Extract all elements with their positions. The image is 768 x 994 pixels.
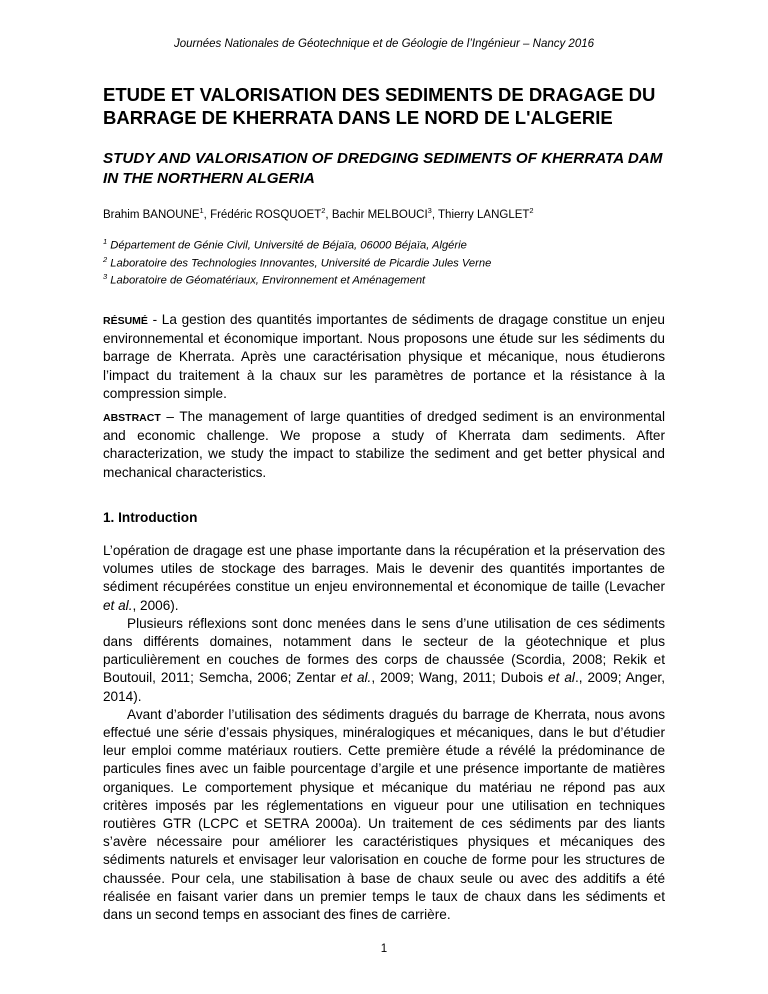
intro-text: Plusieurs réflexions sont donc menées dans le sens d’une utilisation de ces sédiments dans différents domaines, notamment dans le secteur de la géotechnique et plus particulièrement en couches de formes des corps de chaussée (Scordia, 2008; Rekik et Boutouil, 2011; Semcha, 2006; Zentar — [103, 615, 665, 686]
intro-text: ., 2009; Anger, 2014). — [103, 670, 665, 704]
intro-paragraph-1 — [103, 542, 665, 615]
author-name: Thierry LANGLET — [438, 208, 530, 221]
abstract-label: ABSTRACT — [103, 412, 161, 424]
intro-text: , 2006). — [132, 597, 179, 613]
author-affiliation-mark: 3 — [427, 206, 432, 215]
author-name: Bachir MELBOUCI — [331, 208, 428, 221]
intro-etal: et al. — [103, 597, 133, 613]
intro-etal: et al — [548, 670, 575, 686]
affiliation-text: Laboratoire de Géomatériaux, Environnement et Aménagement — [110, 275, 426, 288]
intro-etal: et al. — [340, 670, 372, 686]
author — [438, 206, 534, 221]
affiliation-list — [103, 235, 491, 288]
affiliation — [103, 253, 491, 271]
paper-title-line-1: ETUDE ET VALORISATION DES SEDIMENTS DE DRAGAGE DU — [103, 84, 656, 105]
abstract-text: – The management of large quantities of dredged sediment is an environmental and economic challenge. We propose a study of Kherrata dam sediments. After characterization, we study the impact to stabilize the sediment and get better physical and mechanical characteristics. — [103, 409, 665, 480]
author-name: Frédéric ROSQUOET — [210, 208, 322, 221]
paper-title-line-2: BARRAGE DE KHERRATA DANS LE NORD DE L'ALGERIE — [103, 107, 613, 128]
page-number: 1 — [380, 943, 388, 955]
section-heading-introduction: 1. Introduction — [103, 510, 198, 525]
introduction-body — [103, 542, 665, 924]
intro-text: , 2009; Wang, 2011; Dubois — [371, 670, 549, 686]
paper-subtitle-line-1: STUDY AND VALORISATION OF DREDGING SEDIMENTS OF KHERRATA DAM — [103, 150, 663, 167]
affiliation-text: Laboratoire des Technologies Innovantes, Université de Picardie Jules Verne — [110, 257, 492, 270]
paper-subtitle — [103, 149, 703, 189]
author-list — [103, 206, 534, 221]
resume-text: - La gestion des quantités importantes de sédiments de dragage constitue un enjeu environnemental et économique important. Nous proposons une étude sur les sédiments du barrage de Kherrata. Après une caractérisation physique et mécanique, nous étudierons l’impact du traitement à la chaux sur les paramètres de portance et la résistance à la compression simple. — [103, 312, 665, 401]
abstract-paragraph — [103, 408, 665, 482]
intro-paragraph-3: Avant d’aborder l’utilisation des sédiments dragués du barrage de Kherrata, nous avons effectué une série d’essais physiques, minéralogiques et mécaniques, dans le but d’étudier leur emploi comme matériaux routiers. Cette première étude a révélé la prédominance de particules fines avec un faible pourcentage d’argile et une présence importante de matières organiques. Le comportement physique et mécanique du matériau ne répond pas aux critères imposés par les réglementations en vigueur pour une utilisation en techniques routières GTR (LCPC et SETRA 2000a). Un traitement de ces sédiments par des liants s’avère nécessaire pour améliorer les caractéristiques physiques et mécaniques des sédiments naturels et envisager leur valorisation en couche de forme pour les structures de chaussée. Pour cela, une stabilisation à base de chaux seule ou avec des additifs a été réalisée en faisant varier dans un premier temps le taux de chaux dans les sédiments et dans un second temps en associant des fines de carrière. — [103, 706, 665, 923]
author-separator: , — [431, 208, 439, 221]
affiliation-number: 1 — [103, 237, 108, 246]
intro-text: L’opération de dragage est une phase importante dans la récupération et la préservation des volumes utiles de stockage des barrages. Mais le devenir des quantités importantes de sédiment récupérées constitue un enjeu environnemental et économique de taille (Levacher — [103, 543, 665, 595]
affiliation — [103, 270, 491, 288]
author-affiliation-mark: 2 — [321, 206, 326, 215]
paper-subtitle-line-2: IN THE NORTHERN ALGERIA — [103, 170, 315, 187]
author-separator: , — [325, 208, 332, 221]
affiliation — [103, 235, 491, 253]
affiliation-text: Département de Génie Civil, Université de Béjaïa, 06000 Béjaïa, Algérie — [110, 239, 467, 252]
author-affiliation-mark: 2 — [529, 206, 534, 215]
paper-title — [103, 83, 703, 129]
author-name: Brahim BANOUNE — [103, 208, 200, 221]
affiliation-number: 3 — [103, 272, 108, 282]
resume-paragraph — [103, 311, 665, 403]
intro-paragraph-2 — [103, 615, 665, 706]
affiliation-number: 2 — [103, 254, 108, 264]
resume-label: RÉSUMÉ — [103, 315, 148, 327]
author — [103, 206, 211, 221]
author-separator: , — [203, 208, 211, 221]
author — [210, 206, 332, 221]
author — [331, 206, 439, 221]
running-header: Journées Nationales de Géotechnique et de Géologie de l’Ingénieur – Nancy 2016 — [173, 38, 595, 50]
author-affiliation-mark: 1 — [199, 206, 204, 215]
